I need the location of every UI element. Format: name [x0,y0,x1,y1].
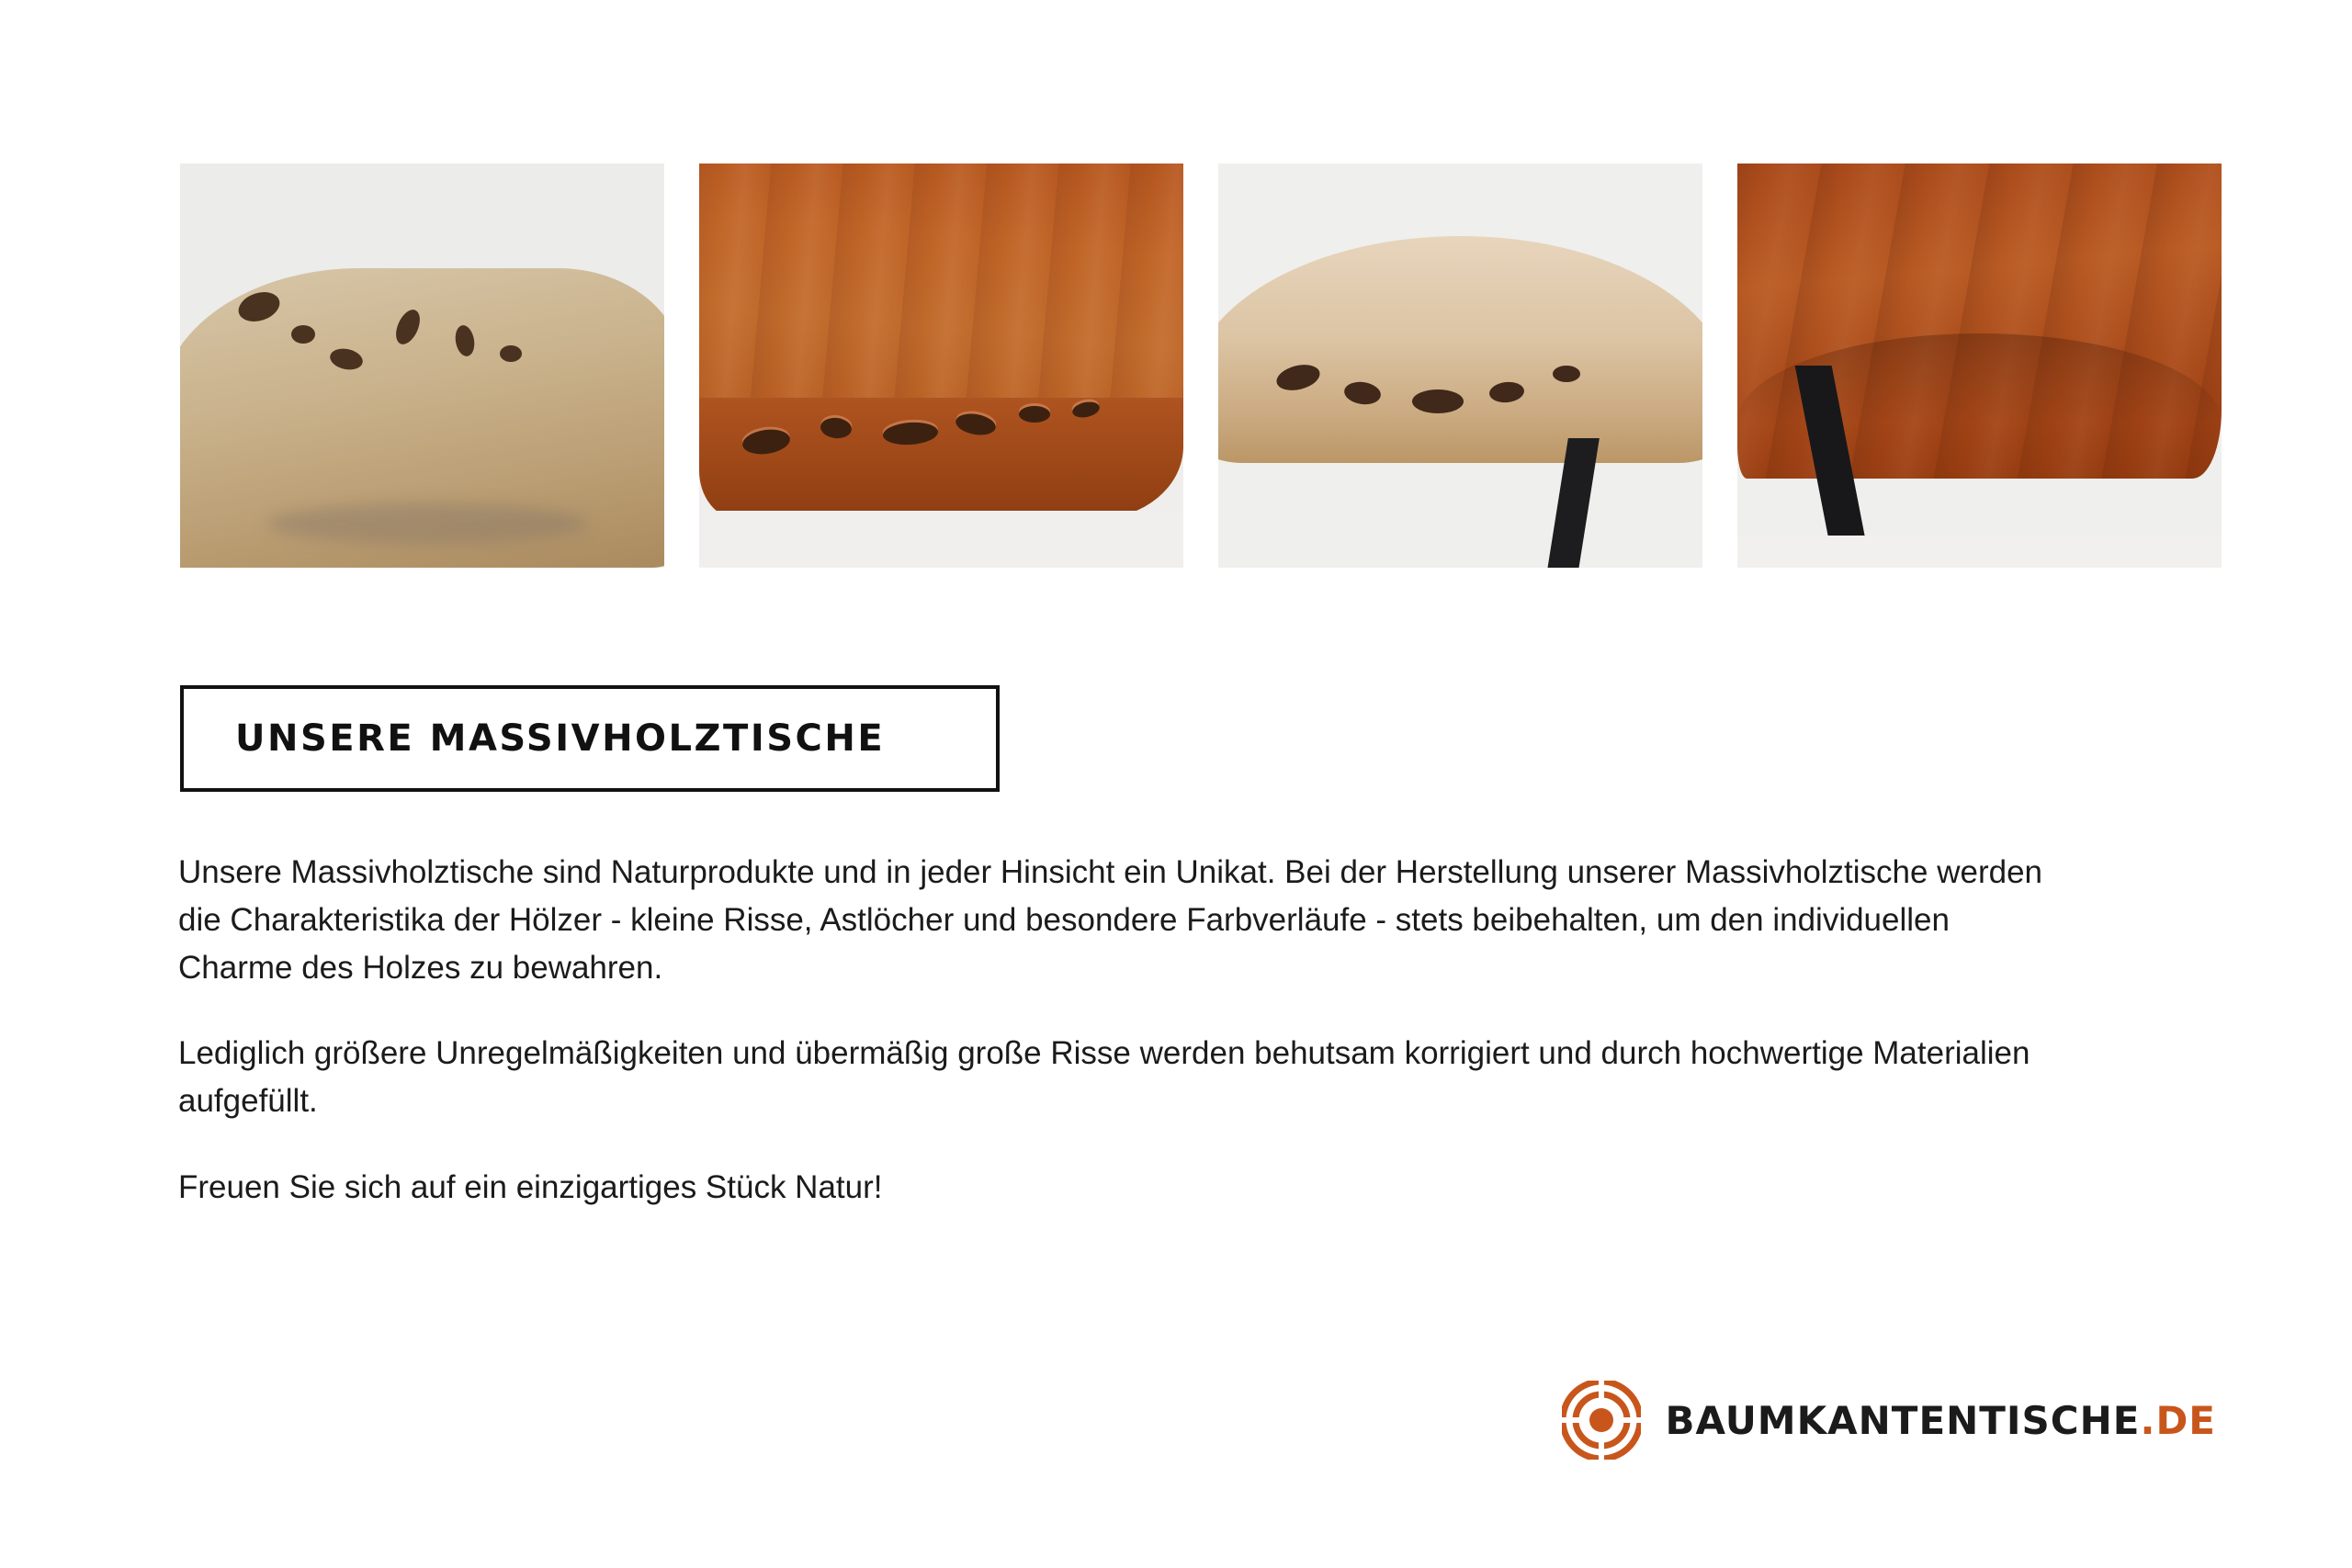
round-table-top [1218,236,1702,462]
headline-box [180,685,1000,792]
live-edge [699,398,1183,519]
gallery-image-2 [699,164,1183,568]
drop-shadow [267,503,587,544]
gallery-image-3 [1218,164,1702,568]
concentric-rings-logo-icon [1562,1381,1641,1460]
brand-wordmark [1665,1398,2216,1443]
gallery-image-1 [180,164,664,568]
paragraph-2: Lediglich größere Unregelmäßigkeiten und übermäßig große Risse werden behutsam korrigiert und durch hochwertige Materialien aufgefüllt. [178,1035,2030,1120]
background-floor [699,511,1183,568]
brand-tld: .DE [2140,1397,2216,1443]
gallery-image-4 [1737,164,2222,568]
paragraph-3: Freuen Sie sich auf ein einzigartiges Stück Natur! [178,1168,883,1205]
background-floor [1737,536,2222,568]
wood-knot [500,345,522,362]
brand-name: BAUMKANTENTISCHE [1665,1397,2141,1443]
body-copy [178,849,2071,1212]
brand-footer [1562,1381,2216,1460]
paragraph-1: Unsere Massivholztische sind Naturprodukte und in jeder Hinsicht ein Unikat. Bei der Herstellung unserer Massivholztische werden die Charakteristika der Hölzer - kleine Risse, Astlöcher und besondere Farbverläufe - stets beibehalten, um den individuellen Charme des Holzes zu bewahren. [178,854,2043,986]
page-title: UNSERE MASSIVHOLZTISCHE [235,717,886,760]
product-image-gallery [180,164,2224,568]
wood-knot [1553,366,1580,382]
table-top-surface [699,164,1183,430]
wood-knot [1019,406,1050,423]
